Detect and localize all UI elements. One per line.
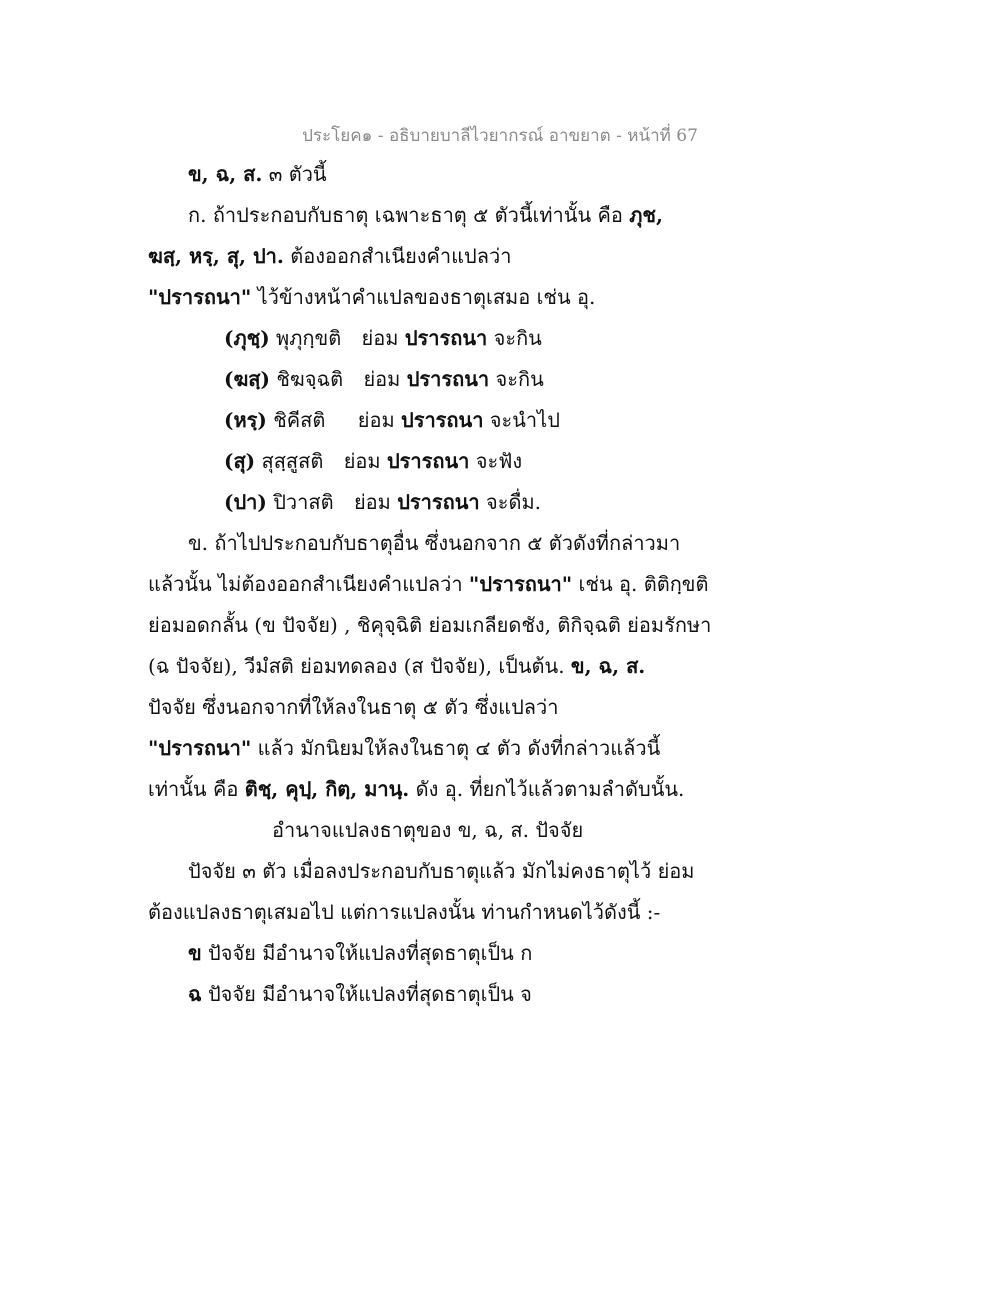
- text-run: ชิฆจฺฉติ: [276, 367, 344, 391]
- bold-term: (ภุชฺ): [224, 326, 270, 350]
- text-run: ดัง อุ. ที่ยกไว้แล้วตามลำดับนั้น.: [415, 777, 685, 801]
- bold-term: ปรารถนา: [386, 449, 470, 473]
- bold-term: "ปรารถนา": [468, 572, 573, 596]
- text-run: ก. ถ้าประกอบกับธาตุ เฉพาะธาตุ ๕ ตัวนี้เท่านั้น คือ: [188, 203, 623, 227]
- bold-term: "ปรารถนา": [148, 736, 252, 760]
- bold-term: "ปรารถนา": [148, 285, 252, 309]
- text-line-13: [148, 652, 645, 680]
- text-line-10: [188, 529, 680, 557]
- text-run: สุสฺสูสติ: [261, 449, 324, 473]
- text-run: ต้องแปลงธาตุเสมอไป แต่การแปลงนั้น ท่านกำหนดไว้ดังนี้ :-: [148, 900, 661, 924]
- text-run: ปัจจัย ๓ ตัว เมื่อลงประกอบกับธาตุแล้ว มักไม่คงธาตุไว้ ย่อม: [188, 859, 695, 883]
- bold-term: ข, ฉ, ส.: [570, 654, 646, 678]
- bold-term: ข: [188, 941, 202, 965]
- text-run: ชิคีสติ: [273, 408, 326, 432]
- text-line-3: [148, 242, 511, 270]
- example-line-5: [224, 488, 541, 516]
- text-line-12: [148, 611, 711, 639]
- text-run: ย่อม: [353, 490, 391, 514]
- text-run: ข. ถ้าไปประกอบกับธาตุอื่น ซึ่งนอกจาก ๕ ตัวดังที่กล่าวมา: [188, 531, 681, 555]
- bold-term: ปรารถนา: [397, 490, 480, 514]
- text-run: ปัจจัย มีอำนาจให้แปลงที่สุดธาตุเป็น ก: [208, 941, 533, 965]
- example-line-1: [224, 324, 542, 352]
- text-line-16: [148, 775, 684, 803]
- page-header: ประโยค๑ - อธิบายบาลีไวยากรณ์ อาขยาต - หน้าที่ 67: [302, 126, 698, 146]
- text-line-14: [148, 693, 559, 721]
- text-run: ไว้ข้างหน้าคำแปลของธาตุเสมอ เช่น อุ.: [257, 285, 596, 309]
- text-line-4: [148, 283, 595, 311]
- text-run: ปัจจัย มีอำนาจให้แปลงที่สุดธาตุเป็น จ: [207, 982, 532, 1006]
- example-line-3: [224, 406, 560, 434]
- bold-term: (ฆสฺ): [224, 367, 270, 391]
- text-line-21: [188, 980, 532, 1008]
- text-run: จะกิน: [495, 367, 544, 391]
- text-run: เช่น อุ. ติติกฺขติ: [578, 572, 709, 596]
- bold-term: ฉ: [188, 982, 202, 1006]
- section-heading: [272, 816, 583, 844]
- bold-term: (หรฺ): [224, 408, 267, 432]
- text-line-2: [188, 201, 663, 229]
- text-run: ๓ ตัวนี้: [268, 162, 327, 186]
- bold-term: ข, ฉ, ส.: [188, 162, 263, 186]
- text-run: ย่อมอดกลั้น (ข ปัจจัย) , ชิคุจฺฉิติ ย่อมเกลียดชัง, ติกิจฺฉติ ย่อมรักษา: [148, 613, 712, 637]
- text-line-20: [188, 939, 532, 967]
- text-line-1: [188, 160, 327, 188]
- text-run: ย่อม: [343, 449, 381, 473]
- text-run: จะกิน: [493, 326, 542, 350]
- text-run: จะฟัง: [475, 449, 523, 473]
- bold-term: ติชฺ, คุปฺ, กิตฺ, มานฺ.: [244, 777, 410, 801]
- text-run: ต้องออกสำเนียงคำแปลว่า: [290, 244, 512, 268]
- text-run: จะดื่ม.: [486, 490, 541, 514]
- text-line-11: [148, 570, 708, 598]
- bold-term: ปรารถนา: [404, 326, 488, 350]
- bold-term: ปรารถนา: [401, 408, 484, 432]
- bold-term: ภุช,: [629, 203, 663, 227]
- bold-term: ฆสฺ, หรฺ, สุ, ปา.: [148, 244, 284, 268]
- text-run: ย่อม: [357, 408, 395, 432]
- text-run: ปิวาสติ: [273, 490, 334, 514]
- text-line-19: [148, 898, 660, 926]
- text-run: แล้วนั้น ไม่ต้องออกสำเนียงคำแปลว่า: [148, 572, 463, 596]
- text-run: ปัจจัย ซึ่งนอกจากที่ให้ลงในธาตุ ๕ ตัว ซึ่งแปลว่า: [148, 695, 559, 719]
- text-run: เท่านั้น คือ: [148, 777, 239, 801]
- bold-term: (ปา): [224, 490, 267, 514]
- bold-term: (สุ): [224, 449, 256, 473]
- bold-term: ปรารถนา: [406, 367, 490, 391]
- text-line-15: [148, 734, 660, 762]
- example-line-4: [224, 447, 522, 475]
- text-run: แล้ว มักนิยมให้ลงในธาตุ ๔ ตัว ดังที่กล่าวแล้วนี้: [257, 736, 661, 760]
- text-run: (ฉ ปัจจัย), วีมํสติ ย่อมทดลอง (ส ปัจจัย), เป็นต้น.: [148, 654, 565, 678]
- text-line-18: [188, 857, 695, 885]
- example-line-2: [224, 365, 544, 393]
- text-run: พุภุกฺขติ: [276, 326, 342, 350]
- text-run: ย่อม: [361, 326, 399, 350]
- text-run: ย่อม: [363, 367, 401, 391]
- text-run: จะนำไป: [489, 408, 560, 432]
- text-run: อำนาจแปลงธาตุของ ข, ฉ, ส. ปัจจัย: [272, 818, 584, 842]
